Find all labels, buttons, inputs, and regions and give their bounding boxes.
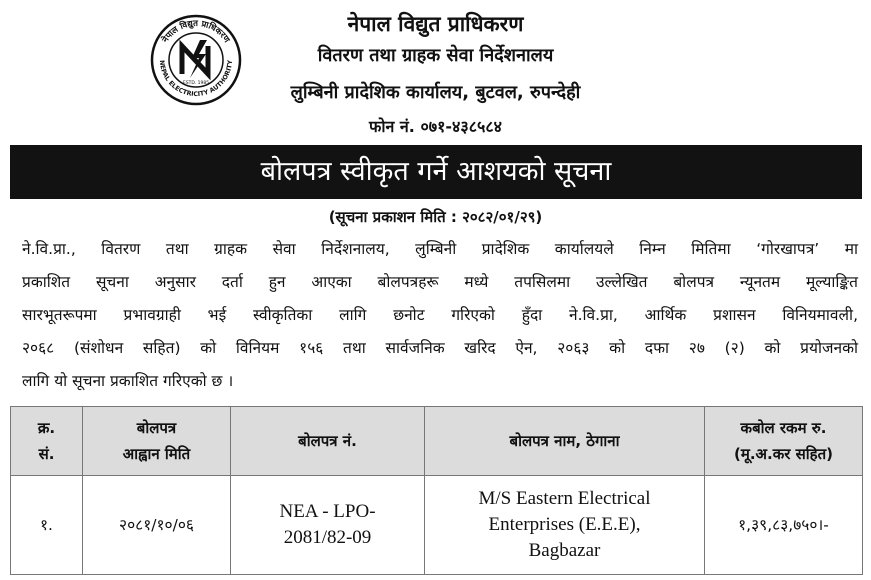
header-bid-invitation-date: बोलपत्र आह्वान मिति <box>83 407 231 476</box>
notice-body-line: लागि यो सूचना प्रकाशित गरिएको छ । <box>22 372 234 390</box>
header-serial-number: क्र. सं. <box>11 407 83 476</box>
notice-body-line: २०६८ (संशोधन सहित) को विनियम १५६ तथा सार्वजनिक खरिद ऐन, २०६३ को दफा २७ (२) को प्रयोजनको <box>22 339 858 357</box>
header-bidder-name-address: बोलपत्र नाम, ठेगाना <box>425 407 705 476</box>
header-quoted-amount: कबोल रकम रु. (मू.अ.कर सहित) <box>705 407 863 476</box>
table-header-row <box>11 407 863 476</box>
notice-body-line: प्रकाशित सूचना अनुसार दर्ता हुन आएका बोलपत्रहरू मध्ये तपसिलमा उल्लेखित बोलपत्र न्यूनतम मूल्याङ्कित <box>22 273 858 291</box>
notice-title-banner: बोलपत्र स्वीकृत गर्ने आशयको सूचना <box>10 145 862 199</box>
table-row <box>11 476 863 575</box>
notice-body-line: ने.वि.प्रा., वितरण तथा ग्राहक सेवा निर्देशनालय, लुम्बिनी प्रादेशिक कार्यालयले निम्न मितिमा ‘गोरखापत्र’ मा <box>22 240 858 258</box>
notice-body-line: सारभूतरूपमा प्रभावग्राही भई स्वीकृतिका लागि छनोट गरिएको हुँदा ने.वि.प्रा, आर्थिक प्रशासन विनियमावली, <box>22 306 858 324</box>
cell-serial-number: १. <box>11 476 83 575</box>
accepted-bid-table <box>10 406 863 575</box>
svg-text:ESTD. 1985: ESTD. 1985 <box>182 81 210 86</box>
office-address: लुम्बिनी प्रादेशिक कार्यालय, बुटवल, रुपन्देही <box>290 82 581 103</box>
phone-number: फोन नं. ०७१-४३८५८४ <box>369 117 502 136</box>
svg-text:नेपाल विद्युत प्राधिकरण: नेपाल विद्युत प्राधिकरण <box>160 18 232 45</box>
cell-bid-number: NEA - LPO- 2081/82-09 <box>231 476 425 575</box>
svg-text:NEPAL ELECTRICITY AUTHORITY: NEPAL ELECTRICITY AUTHORITY <box>157 59 235 99</box>
publication-date: (सूचना प्रकाशन मिति : २०८२/०१/२९) <box>328 208 543 226</box>
org-name: नेपाल विद्युत प्राधिकरण <box>347 12 524 36</box>
cell-bidder-name: M/S Eastern Electrical Enterprises (E.E.E), Bagbazar <box>425 476 705 575</box>
header-bid-number: बोलपत्र नं. <box>231 407 425 476</box>
cell-invitation-date: २०८१/१०/०६ <box>83 476 231 575</box>
directorate-name: वितरण तथा ग्राहक सेवा निर्देशनालय <box>317 45 554 66</box>
cell-quoted-amount: १,३९,८३,७५०।- <box>705 476 863 575</box>
